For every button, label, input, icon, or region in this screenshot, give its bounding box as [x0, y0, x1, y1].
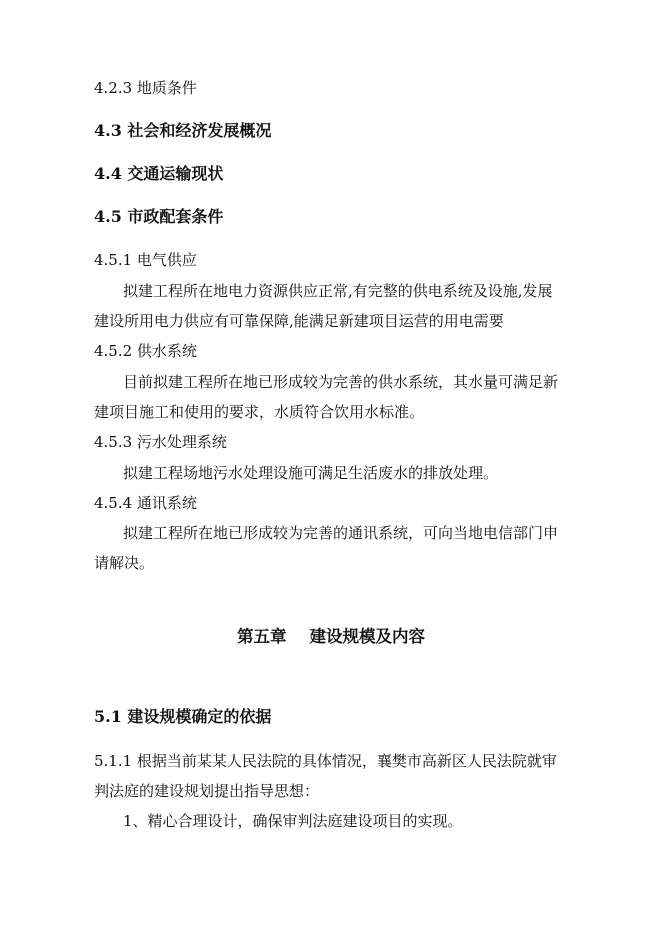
paragraph-line: 目前拟建工程所在地已形成较为完善的供水系统，其水量可满足新 — [123, 373, 559, 391]
section-heading: 5.1 建设规模确定的依据 — [94, 707, 272, 726]
paragraph-line: 拟建工程所在地电力资源供应正常,有完整的供电系统及设施,发展 — [123, 282, 553, 300]
subsection-heading: 4.5.1 电气供应 — [94, 251, 197, 269]
section-heading: 4.3 社会和经济发展概况 — [94, 121, 272, 140]
subsection-heading: 4.5.2 供水系统 — [94, 342, 197, 360]
paragraph-line: 请解决。 — [94, 554, 155, 572]
paragraph-line: 判法庭的建设规划提出指导思想： — [94, 782, 320, 800]
paragraph-line: 5.1.1 根据当前某某人民法院的具体情况，襄樊市高新区人民法院就审 — [94, 752, 557, 770]
paragraph-line: 建项目施工和使用的要求，水质符合饮用水标准。 — [94, 403, 425, 421]
subsection-heading: 4.5.3 污水处理系统 — [94, 433, 227, 451]
section-heading: 4.5 市政配套条件 — [94, 207, 224, 226]
subsection-heading: 4.2.3 地质条件 — [94, 79, 197, 97]
chapter-title: 第五章 建设规模及内容 — [237, 627, 425, 646]
list-item: 1、精心合理设计，确保审判法庭建设项目的实现。 — [123, 812, 463, 830]
section-heading: 4.4 交通运输现状 — [94, 164, 224, 183]
paragraph-line: 拟建工程所在地已形成较为完善的通讯系统，可向当地电信部门申 — [123, 524, 559, 542]
paragraph-line: 拟建工程场地污水处理设施可满足生活废水的排放处理。 — [123, 464, 499, 482]
paragraph-line: 建设所用电力供应有可靠保障,能满足新建项目运营的用电需要 — [94, 312, 504, 330]
subsection-heading: 4.5.4 通讯系统 — [94, 494, 197, 512]
